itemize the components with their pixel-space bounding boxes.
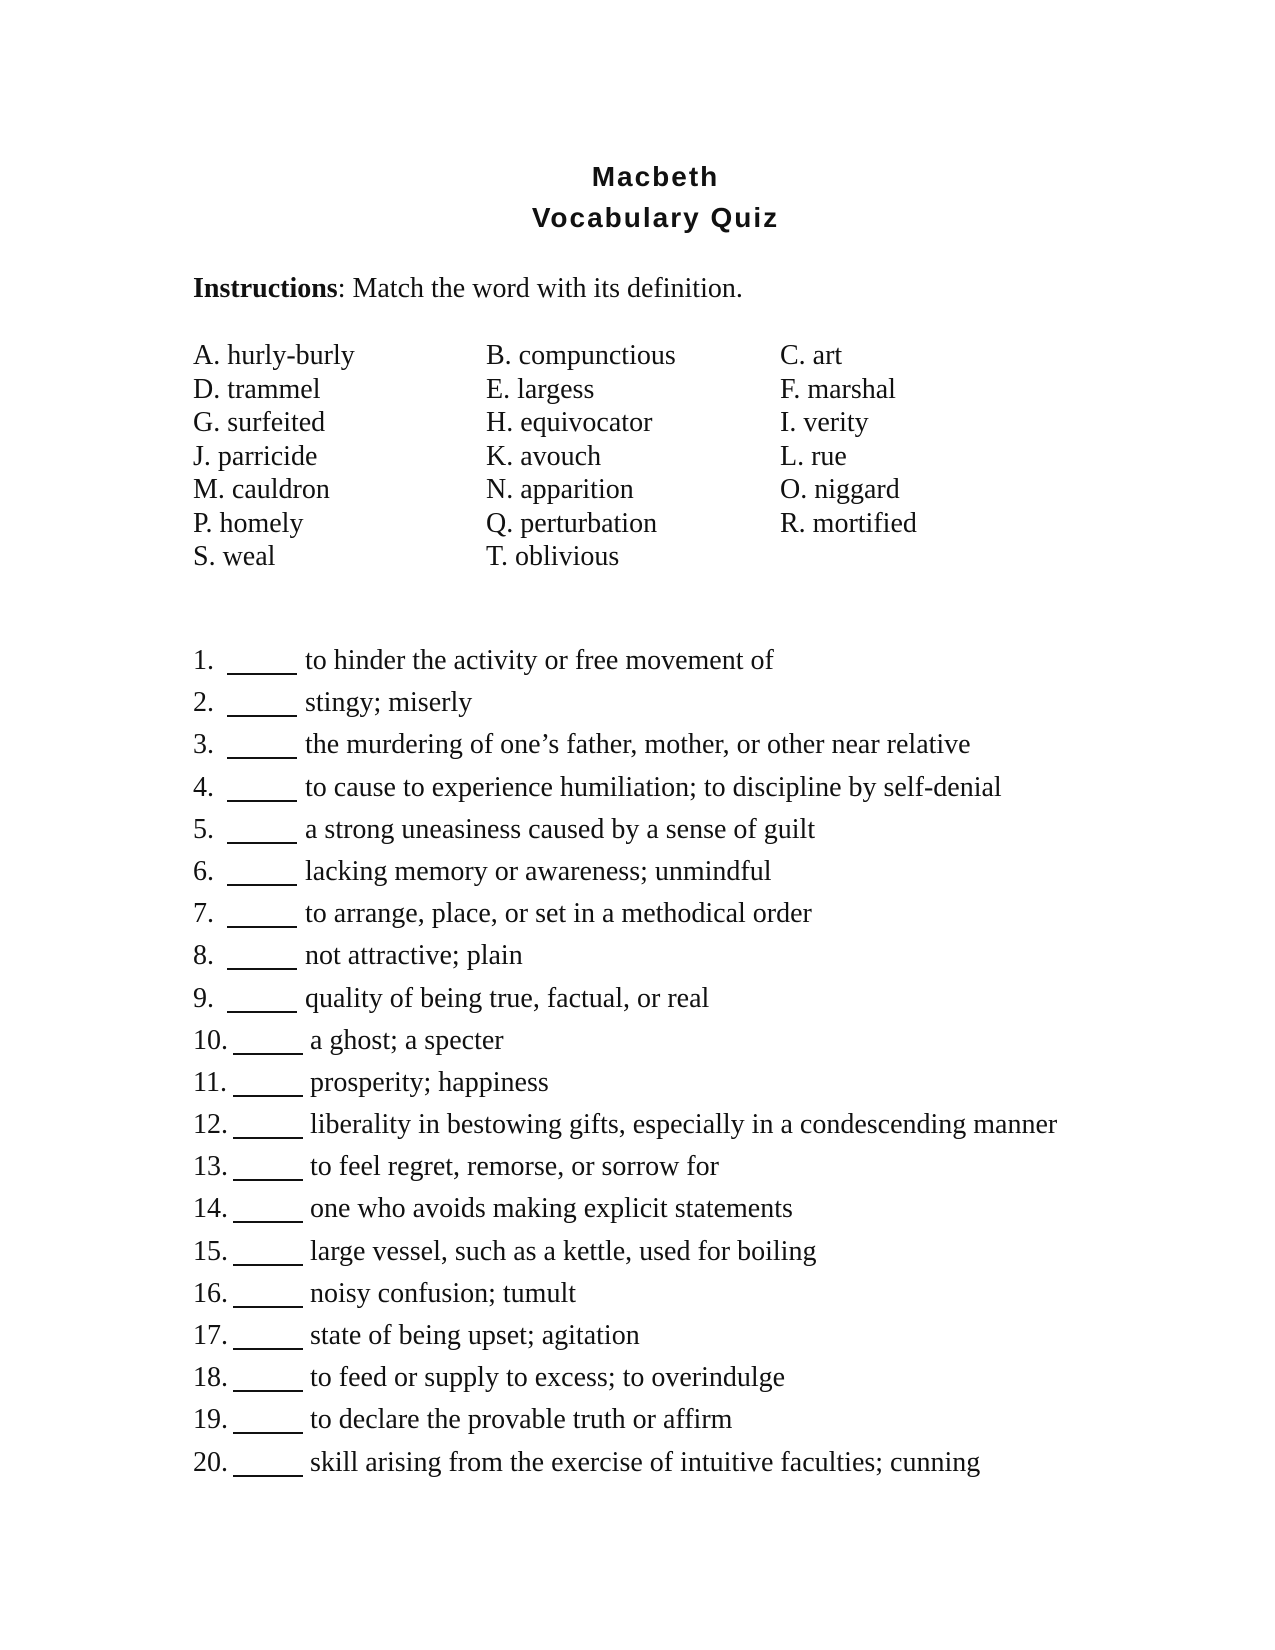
answer-blank[interactable]: [233, 1475, 303, 1477]
answer-blank[interactable]: [227, 673, 297, 675]
answer-blank[interactable]: [227, 926, 297, 928]
question-row: [193, 1066, 1193, 1108]
word-bank-item: N. apparition: [486, 474, 634, 505]
word-bank-item: G. surfeited: [193, 407, 326, 438]
word-bank-item: O. niggard: [780, 474, 900, 505]
question-definition: a strong uneasiness caused by a sense of guilt: [305, 813, 816, 845]
answer-blank[interactable]: [227, 800, 297, 802]
answer-blank[interactable]: [233, 1348, 303, 1350]
answer-blank[interactable]: [227, 884, 297, 886]
question-number: 12.: [193, 1109, 228, 1141]
answer-blank[interactable]: [227, 842, 297, 844]
question-definition: noisy confusion; tumult: [310, 1277, 576, 1309]
question-definition: state of being upset; agitation: [310, 1320, 640, 1351]
word-bank-item: L. rue: [780, 440, 847, 472]
word-bank-item: A. hurly-burly: [193, 340, 355, 371]
word-bank-item: M. cauldron: [193, 474, 330, 505]
question-definition: quality of being true, factual, or real: [305, 982, 710, 1014]
question-row: [193, 1361, 1193, 1403]
question-number: 2.: [193, 687, 214, 719]
question-definition: stingy; miserly: [305, 687, 473, 719]
word-bank-item: P. homely: [193, 507, 304, 539]
question-number: 18.: [193, 1362, 228, 1394]
question-number: 5.: [193, 813, 214, 845]
question-definition: to arrange, place, or set in a methodical order: [305, 898, 812, 930]
word-bank-item: C. art: [780, 340, 843, 371]
question-number: 11.: [193, 1066, 227, 1098]
answer-blank[interactable]: [233, 1390, 303, 1392]
question-definition: the murdering of one’s father, mother, or other near relative: [305, 729, 971, 761]
page-subtitle: Vocabulary Quiz: [531, 202, 780, 233]
question-row: [193, 771, 1193, 813]
question-number: 6.: [193, 855, 214, 887]
question-row: [193, 982, 1193, 1024]
instructions-label: Instructions: [193, 273, 338, 304]
question-number: 16.: [193, 1277, 228, 1309]
word-bank-item: R. mortified: [780, 507, 917, 539]
question-row: [193, 1192, 1193, 1234]
question-definition: to cause to experience humiliation; to discipline by self-denial: [305, 771, 1002, 803]
question-row: [193, 813, 1193, 855]
word-bank-item: K. avouch: [486, 440, 602, 472]
question-row: [193, 1319, 1193, 1361]
answer-blank[interactable]: [233, 1264, 303, 1266]
word-bank-item: Q. perturbation: [486, 507, 658, 539]
question-number: 14.: [193, 1193, 228, 1225]
question-row: [193, 855, 1193, 897]
answer-blank[interactable]: [227, 1011, 297, 1013]
question-definition: a ghost; a specter: [310, 1024, 504, 1056]
question-definition: skill arising from the exercise of intuitive faculties; cunning: [310, 1446, 981, 1478]
answer-blank[interactable]: [233, 1221, 303, 1223]
question-list: [193, 644, 1193, 1488]
answer-blank[interactable]: [233, 1053, 303, 1055]
question-number: 19.: [193, 1404, 228, 1436]
word-bank-item: D. trammel: [193, 373, 321, 405]
question-definition: to feel regret, remorse, or sorrow for: [310, 1151, 719, 1183]
answer-blank[interactable]: [233, 1179, 303, 1181]
instructions: [193, 272, 743, 306]
question-definition: prosperity; happiness: [310, 1066, 549, 1098]
word-bank-item: E. largess: [486, 373, 595, 405]
question-definition: to feed or supply to excess; to overindulge: [310, 1362, 786, 1394]
question-row: [193, 939, 1193, 981]
question-number: 3.: [193, 729, 214, 761]
question-definition: to hinder the activity or free movement of: [305, 645, 774, 676]
question-number: 13.: [193, 1151, 228, 1183]
question-row: [193, 686, 1193, 728]
question-number: 9.: [193, 982, 214, 1014]
question-number: 1.: [193, 645, 214, 676]
question-definition: not attractive; plain: [305, 940, 523, 972]
answer-blank[interactable]: [233, 1306, 303, 1308]
word-bank-item: J. parricide: [193, 440, 318, 472]
question-row: [193, 1108, 1193, 1150]
question-row: [193, 644, 1193, 686]
question-number: 15.: [193, 1235, 228, 1267]
word-bank-item: S. weal: [193, 541, 276, 572]
answer-blank[interactable]: [227, 715, 297, 717]
question-number: 10.: [193, 1024, 228, 1056]
answer-blank[interactable]: [233, 1095, 303, 1097]
answer-blank[interactable]: [233, 1432, 303, 1434]
question-definition: one who avoids making explicit statements: [310, 1193, 793, 1225]
word-bank-item: H. equivocator: [486, 407, 653, 438]
question-row: [193, 1235, 1193, 1277]
question-row: [193, 897, 1193, 939]
question-definition: to declare the provable truth or affirm: [310, 1404, 733, 1436]
word-bank-item: T. oblivious: [486, 541, 620, 572]
question-row: [193, 1446, 1193, 1488]
word-bank: [193, 339, 993, 579]
question-row: [193, 1024, 1193, 1066]
question-number: 20.: [193, 1446, 228, 1478]
word-bank-item: F. marshal: [780, 373, 896, 405]
word-bank-item: B. compunctious: [486, 340, 676, 371]
question-row: [193, 1150, 1193, 1192]
question-row: [193, 728, 1193, 770]
answer-blank[interactable]: [227, 968, 297, 970]
answer-blank[interactable]: [233, 1137, 303, 1139]
question-definition: lacking memory or awareness; unmindful: [305, 855, 772, 887]
question-number: 8.: [193, 940, 214, 972]
question-row: [193, 1403, 1193, 1445]
page-title: Macbeth: [591, 161, 720, 192]
instructions-text: : Match the word with its definition.: [337, 273, 743, 304]
question-number: 17.: [193, 1320, 228, 1351]
question-number: 4.: [193, 771, 214, 803]
answer-blank[interactable]: [227, 757, 297, 759]
word-bank-item: I. verity: [780, 407, 869, 438]
question-row: [193, 1277, 1193, 1319]
question-definition: liberality in bestowing gifts, especially in a condescending manner: [310, 1109, 1058, 1141]
question-number: 7.: [193, 898, 214, 930]
question-definition: large vessel, such as a kettle, used for boiling: [310, 1235, 817, 1267]
